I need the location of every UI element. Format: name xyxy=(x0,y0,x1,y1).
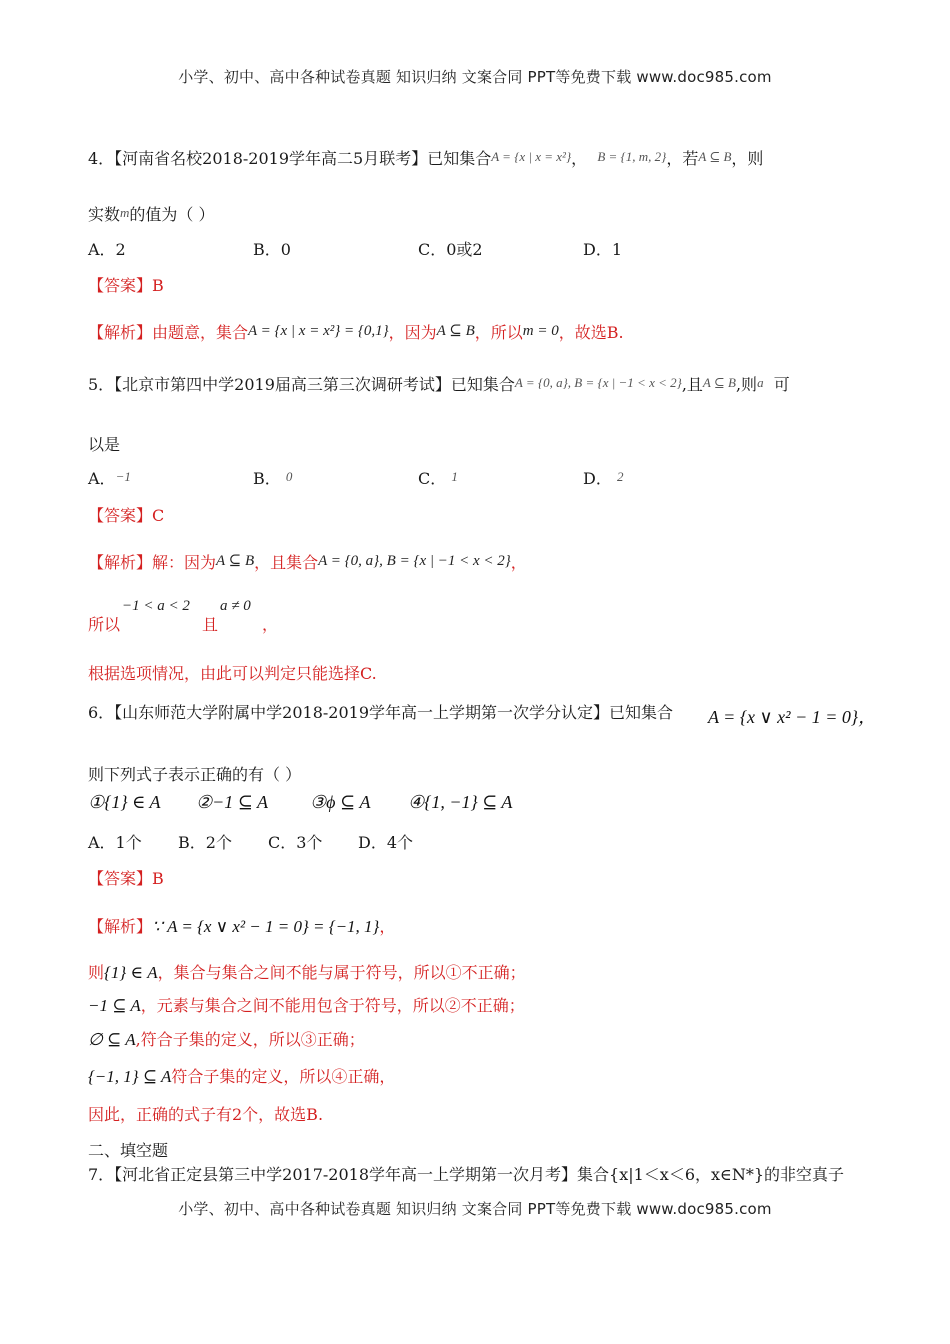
q6-l1-prefix: 则 xyxy=(88,963,105,982)
q6-l1-math: {1} ∈ A xyxy=(104,963,158,982)
q5-option-d-label: D． xyxy=(583,469,612,488)
q5-answer: 【答案】C xyxy=(88,506,165,525)
q5-analysis-mid: ，且集合 xyxy=(254,553,319,572)
q5-line2: 以是 xyxy=(88,435,121,454)
q6-option-d: D．4个 xyxy=(358,833,414,852)
q6-set xyxy=(708,703,876,729)
q4-option-d: D．1 xyxy=(583,240,623,259)
q4-answer: 【答案】B xyxy=(88,276,164,295)
q5-analysis-sets: A = {0, a}, B = {x | −1 < x < 2} xyxy=(318,553,511,569)
q5-option-a xyxy=(88,466,131,489)
q6-answer: 【答案】B xyxy=(88,869,164,888)
q5-then: ,则 xyxy=(735,375,758,394)
q4-comma: ， xyxy=(571,149,588,168)
q5-so-comma: ， xyxy=(262,615,279,634)
page-footer: 小学、初中、高中各种试卷真题 知识归纳 文案合同 PPT等免费下载 www.doc985.com xyxy=(178,1200,772,1218)
q6-item-4: ④{1, −1} ⊆ A xyxy=(408,792,513,812)
q4-option-b: B．0 xyxy=(253,240,291,259)
q4-stem-prefix: 4．【河南省名校2018-2019学年高二5月联考】已知集合 xyxy=(88,149,492,168)
q6-set-comma: ， xyxy=(858,707,877,727)
q4-analysis-mid: ，因为 xyxy=(388,323,437,342)
q6-set-expr: A = {x ∨ x² − 1 = 0} xyxy=(708,707,859,727)
q6-line2: 则下列式子表示正确的有（ ） xyxy=(88,765,302,784)
q5-mid: ,且 xyxy=(681,375,703,394)
q5-var-a: a xyxy=(757,375,764,390)
q4-analysis-subset: A ⊆ B xyxy=(436,323,475,339)
q6-l4-text: 符合子集的定义，所以④正确， xyxy=(171,1067,396,1086)
q7-stem: 7．【河北省正定县第三中学2017-2018学年高一上学期第一次月考】集合{x|1＜x＜6，x∈N*}的非空真子 xyxy=(88,1165,845,1184)
q5-so-label: 所以 xyxy=(88,615,121,634)
q5-analysis-comma: ， xyxy=(510,553,527,572)
q6-option-b: B．2个 xyxy=(178,833,232,852)
q5-option-c-label: C． xyxy=(418,469,447,488)
page-header: 小学、初中、高中各种试卷真题 知识归纳 文案合同 PPT等免费下载 www.doc985.com xyxy=(178,68,772,86)
q4-analysis-set: A = {x | x = x²} = {0,1} xyxy=(248,323,389,339)
q5-analysis-subset: A ⊆ B xyxy=(216,553,255,569)
q6-conclusion: 因此，正确的式子有2个，故选B. xyxy=(88,1105,324,1124)
q4-set-a: A = {x | x = x²} xyxy=(491,149,572,164)
q6-option-a: A．1个 xyxy=(88,833,142,852)
q6-line-3 xyxy=(88,1027,365,1050)
q4-option-c: C．0或2 xyxy=(418,240,483,259)
q6-item-1: ①{1} ∈ A xyxy=(88,792,161,812)
q5-can: 可 xyxy=(773,375,790,394)
q4-analysis-label: 【解析】由题意，集合 xyxy=(88,323,249,342)
q6-analysis xyxy=(88,914,395,937)
q6-item-3: ③ϕ ⊆ A xyxy=(310,792,371,812)
q6-option-c: C．3个 xyxy=(268,833,323,852)
q4-if-text: ，若 xyxy=(666,149,699,168)
q5-option-d-value: 2 xyxy=(616,469,624,484)
q5-option-c xyxy=(418,466,458,489)
q6-l2-math: −1 ⊆ A xyxy=(88,996,141,1015)
q6-analysis-label: 【解析】 xyxy=(88,917,153,936)
q5-analysis xyxy=(88,550,527,573)
q4-var-m: m xyxy=(120,205,130,220)
q5-option-a-label: A． xyxy=(88,469,116,488)
q6-analysis-eq: ∵ A = {x ∨ x² − 1 = 0} = {−1, 1} xyxy=(152,917,380,936)
section-title-fill-in: 二、填空题 xyxy=(88,1141,169,1160)
q5-so-ineq: −1 < a < 2 xyxy=(122,598,190,614)
q5-option-b-value: 0 xyxy=(285,469,293,484)
q5-subset: A ⊆ B xyxy=(702,375,736,390)
q6-line-2 xyxy=(88,993,525,1016)
q4-option-a: A．2 xyxy=(88,240,126,259)
q4-analysis-end: ，故选B. xyxy=(558,323,624,342)
q6-l3-math: ∅ ⊆ A xyxy=(88,1030,136,1049)
q6-item-2: ②−1 ⊆ A xyxy=(196,792,269,812)
q6-l1-text: ，集合与集合之间不能与属于符号，所以①不正确； xyxy=(157,963,526,982)
q4-then-text: ，则 xyxy=(731,149,764,168)
q5-option-d xyxy=(583,466,623,489)
q5-option-a-value: −1 xyxy=(115,469,131,484)
q6-l2-text: ，元素与集合之间不能用包含于符号，所以②不正确； xyxy=(140,996,525,1015)
q6-line-1 xyxy=(88,960,526,983)
q5-and-ineq: a ≠ 0 xyxy=(220,598,251,614)
q5-conclusion: 根据选项情况，由此可以判定只能选择C. xyxy=(88,664,377,683)
q4-subset: A ⊆ B xyxy=(698,149,732,164)
q4-analysis-m: m = 0 xyxy=(522,323,559,339)
q5-option-b-label: B． xyxy=(253,469,281,488)
q5-analysis-label: 【解析】解：因为 xyxy=(88,553,217,572)
q5-stem-prefix: 5．【北京市第四中学2019届高三第三次调研考试】已知集合 xyxy=(88,375,515,394)
q5-option-c-value: 1 xyxy=(451,469,458,484)
q4-analysis-mid2: ，所以 xyxy=(474,323,523,342)
q6-line-4 xyxy=(88,1064,395,1087)
q4-line2-b: 的值为（ ） xyxy=(129,205,215,224)
q4-set-b: B = {1, m, 2} xyxy=(597,149,667,164)
q6-l3-text: ,符合子集的定义，所以③正确； xyxy=(135,1030,365,1049)
q6-stem-prefix: 6．【山东师范大学附属中学2018-2019学年高一上学期第一次学分认定】已知集合 xyxy=(88,703,674,722)
q5-sets: A = {0, a}, B = {x | −1 < x < 2} xyxy=(514,375,682,390)
q4-line2-a: 实数 xyxy=(88,205,121,224)
question-4 xyxy=(88,146,763,169)
q5-and-label: 且 xyxy=(202,615,219,634)
q5-option-b xyxy=(253,466,292,489)
q6-l4-math: {−1, 1} ⊆ A xyxy=(88,1067,172,1086)
question-4-line2 xyxy=(88,202,215,225)
question-5 xyxy=(88,372,790,395)
q6-analysis-eq-comma: ， xyxy=(379,917,396,936)
q4-analysis xyxy=(88,320,624,343)
